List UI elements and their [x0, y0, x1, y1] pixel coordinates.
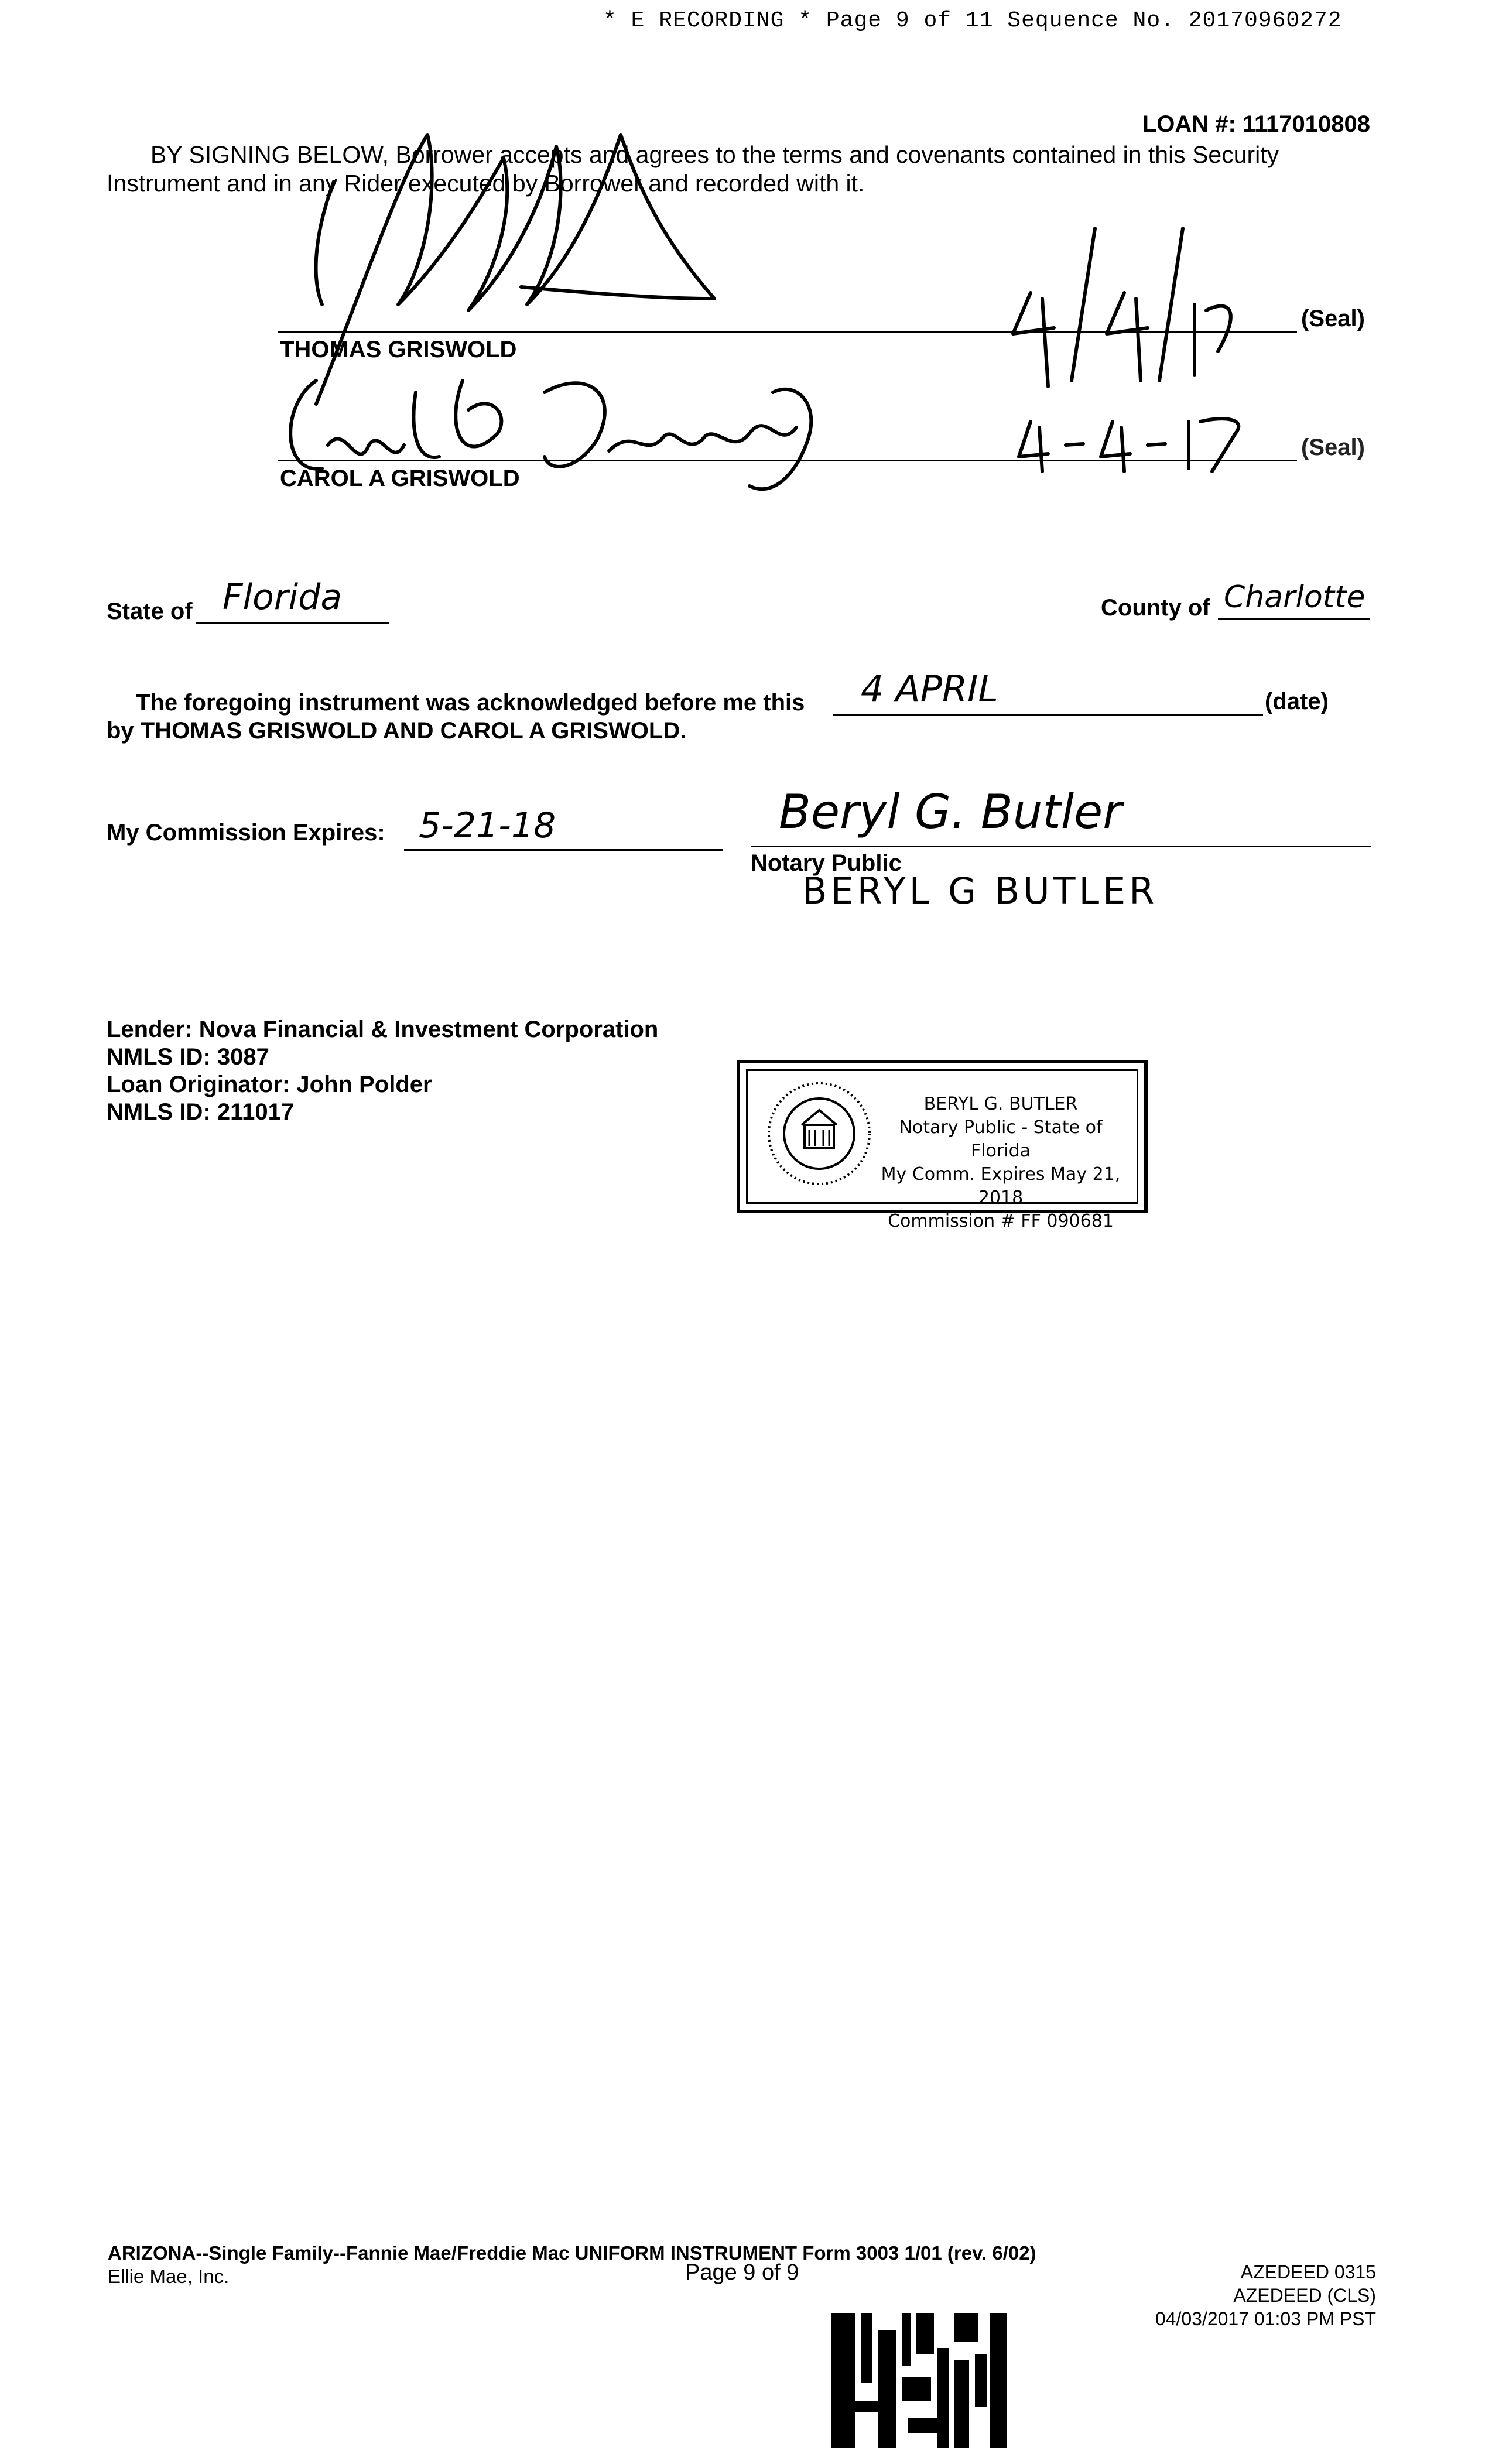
barcode-icon: [831, 2313, 1007, 2448]
state-line: [196, 622, 389, 624]
date-line: [833, 714, 1263, 716]
commission-value-handwritten: 5-21-18: [419, 805, 556, 846]
stamp-name: BERYL G. BUTLER: [923, 1094, 1078, 1114]
originator-nmls: NMLS ID: 211017: [107, 1099, 295, 1125]
state-label: State of: [107, 598, 193, 624]
state-value-handwritten: Florida: [223, 577, 343, 618]
county-line: [1218, 618, 1370, 620]
footer-left: [108, 2241, 1036, 2288]
footer-right: [1155, 2260, 1376, 2330]
signer-name-carol: CAROL A GRISWOLD: [280, 466, 520, 491]
footer-timestamp: 04/03/2017 01:03 PM PST: [1155, 2308, 1376, 2329]
notary-printed-name: BERYL G BUTLER: [802, 870, 1158, 912]
commission-label: My Commission Expires:: [107, 820, 385, 846]
footer-form-line: ARIZONA--Single Family--Fannie Mae/Freddie Mac UNIFORM INSTRUMENT Form 3003 1/01 (rev. 6/02): [108, 2242, 1036, 2264]
notary-stamp-text: [872, 1093, 1130, 1233]
carol-signature: [269, 357, 855, 515]
footer-publisher: Ellie Mae, Inc.: [108, 2265, 230, 2287]
notary-stamp: [737, 1060, 1148, 1231]
thomas-date-handwritten: [1007, 223, 1241, 386]
footer-code-2: AZEDEED (CLS): [1233, 2285, 1376, 2306]
county-label: County of: [1101, 595, 1210, 621]
stamp-commission: Commission # FF 090681: [888, 1211, 1114, 1231]
lender-nmls: NMLS ID: 3087: [107, 1044, 269, 1070]
stamp-title: Notary Public - State of Florida: [899, 1117, 1103, 1161]
acknowledgment-line-2: Instrument and in any Rider executed by Borrower and recorded with it.: [107, 170, 865, 197]
foregoing-text: The foregoing instrument was acknowledged before me this: [136, 690, 805, 716]
recording-header: * E RECORDING * Page 9 of 11 Sequence No. 20170960272: [603, 8, 1342, 33]
notary-public-label: Notary Public: [751, 850, 902, 876]
florida-seal-icon: [764, 1078, 875, 1189]
commission-line: [404, 849, 723, 851]
originator-name: Loan Originator: John Polder: [107, 1072, 432, 1097]
footer-code-1: AZEDEED 0315: [1240, 2261, 1376, 2282]
stamp-expires: My Comm. Expires May 21, 2018: [881, 1164, 1121, 1208]
date-value-handwritten: 4 APRIL: [861, 668, 998, 710]
county-value-handwritten: Charlotte: [1224, 580, 1365, 615]
date-label: (date): [1265, 689, 1329, 714]
seal-label-thomas: (Seal): [1301, 306, 1365, 331]
notary-signature-line: [751, 846, 1371, 847]
notary-signature: Beryl G. Butler: [779, 785, 1122, 839]
footer-page-number: Page 9 of 9: [685, 2260, 799, 2285]
acknowledgment-line-1: BY SIGNING BELOW, Borrower accepts and agrees to the terms and covenants contained in this Security: [150, 141, 1279, 168]
seal-label-carol: (Seal): [1301, 434, 1365, 460]
loan-number: LOAN #: 1117010808: [1142, 111, 1370, 137]
by-text: by THOMAS GRISWOLD AND CAROL A GRISWOLD.: [107, 718, 687, 744]
carol-date-handwritten: [1013, 410, 1259, 474]
signer-name-thomas: THOMAS GRISWOLD: [280, 337, 517, 362]
lender-info: [107, 1016, 658, 1126]
lender-name: Lender: Nova Financial & Investment Corporation: [107, 1017, 659, 1042]
